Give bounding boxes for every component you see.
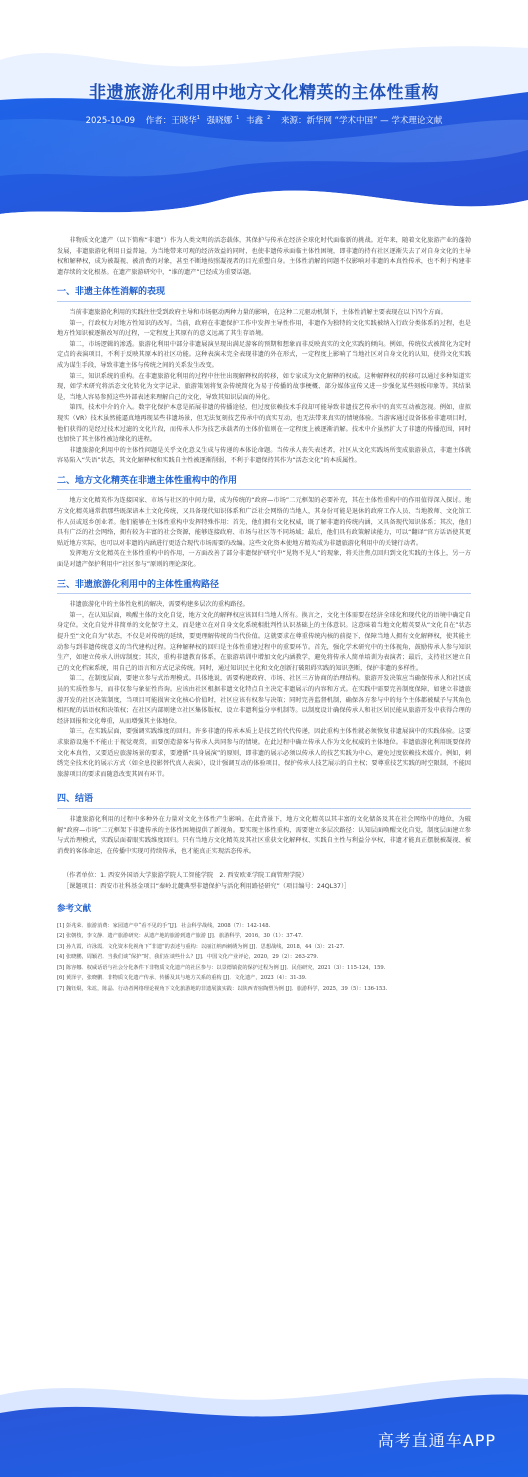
section-heading-3: 三、非遗旅游化利用中的主体性重构路径 (57, 580, 471, 595)
paragraph: 第一，在认知层面，唤醒主体的文化自觉，地方文化的解释权应该回归当地人所有。换言之，文化主体需要在经济全球化和现代化的语境中确定自身定位。文化自觉并非简单的文化保守主义，而是建立在对自身文化系统相批判性认识基础上的主体意识。这意味着当地文化精英要从“文化自在”状态提升至“文化自为”状态，不仅是对传统的延续，要更理解传统的当代价值。这就要求在尊重传统内核的前提下，保障当地人拥有文化解释权，使其能主动参与到非遗传统意义的当代建构过程。这种解释权的回归是主体性重建过程中的重要环节。首先，强化学术研究中的主体视角，鼓励传承人参与知识生产，如建立传承人讲席制度；其次，重构非遗教育体系，在旅游培训中增加文化内涵教学，避免将传承人简单培训为表演者；最后，支持社区建立自己的文化档案系统，用自己的语言和方式记录传统。同时，通过知识民主化和文化创新打破阻碍实践的知识垄断，保护非遗的多样性。 (57, 611, 471, 672)
reference-item: [5] 陈容娜．权威话语与社会分化条件下非物质文化遗产的社区参与：以景德镇瓷的保护过程为例 [J]．民俗研究，2021（3）：115-124，159. (57, 964, 386, 971)
intro-paragraph: 非物质文化遗产（以下简称“非遗”）作为人类文明的活态载体，其保护与传承在经济全球化时代面临新的挑战。近年来，随着文化旅游产业的蓬勃发展，非遗旅游化利用日益普遍，为当地带来可观的经济效益的同时，也使非遗传承面临主体性困境，即非遗的持有社区逐渐失去了对自身文化的主导权和解释权，成为被凝视、被消费的对象，甚至不断地按照凝视者的目光重塑自身。主体性消解的问题不仅影响对非遗的本真性传承，也不利于构建非遗存续的文化根基。在遗产旅游研究中，“谁的遗产”已经成为重要话题。 (57, 237, 471, 276)
app-brand-watermark: 高考直通车APP (377, 1431, 496, 1450)
section-heading-4: 四、结语 (57, 794, 471, 809)
header-banner (0, 0, 528, 230)
paragraph: 第三，在实践层面，要强调实践维度的回归。许多非遗的传承本质上是技艺的代代传递，因此重构主体性就必须恢复非遗展演中的实践体验。这要求旅游设施不不能止于视觉观赏，而要创造游客与传承人共同参与的情境。在此过程中确立传承人作为文化权威的主体地位。非遗旅游化利用既要保持文化本真性，又要适应旅游场景的要求，要遵循“具身展演”的原则，即非遗的展示必须以传承人的技艺实践为中心，避免过度依赖技术媒介。例如，刺绣完全技术化的展示方式（如全息投影替代真人表演），设计强调互动的体验项目，保护传承人技艺展示的自主权；要尊重技艺实践的时空限制，不能因旅游项目的要求而随意改变其固有环节。 (57, 728, 471, 778)
article-source: 来源：新华网 “学术中国” — 学术理论文献 (280, 116, 443, 126)
article-meta (0, 114, 528, 126)
section-heading-2: 二、地方文化精英在非遗主体性重构中的作用 (57, 476, 471, 491)
reference-item: [7] 魏钰焜，朱竑，陈晶．行动者网络理论视角下文化旅游地的非遗展演实践：以陕西青宿陶塑为例 [J]．旅游科学，2025，39（5）：136-153. (57, 985, 388, 992)
author-line (146, 116, 271, 126)
article-body (57, 236, 471, 994)
paragraph: 当前非遗旅游化利用的实践往往受到政府主导和市场驱动两种力量的影响，在这种二元驱动机制下，主体性消解主要表现在以下四个方面。 (69, 308, 447, 316)
references-list (57, 921, 471, 994)
paragraph: 第一，行政权力对地方性知识的改写。当前，政府在非遗保护工作中发挥主导性作用，非遗作为独特的文化实践被纳入行政分类体系的过程，也是地方性知识被逐渐改写的过程，一定程度上其原有的意义远离了其生存语境。 (57, 319, 471, 338)
reference-item: [4] 张晓鹏，周颖君．当我们谈“保护”时，我们在谈些什么？[J]．中国文化产业评论，2020，29（2）：263-279. (57, 954, 319, 961)
reference-item: [6] 黄泽宇，张晓鹏．非物质文化遗产传承、传播及其与地方关系的重构 [J]．文化遗产，2023（4）：31-39. (57, 975, 307, 982)
paragraph: 非遗旅游化中的主体性危机的解决，需要构建多层次的重构路径。 (69, 601, 249, 609)
reference-item: [2] 张朝枝，李文静．遗产旅游研究：从遗产地的旅游到遗产旅游 [J]．旅游科学，2016，30（1）：37-47. (57, 933, 303, 940)
reference-item: [1] 彭兆荣．旅游消费：家园遗产中“看不见的手”[J]．社会科学战线，2008（7）：142-148. (57, 923, 271, 930)
paragraph: 地方文化精英作为连接国家、市场与社区的中间力量，成为传统的“政府—市场”二元框架的必要补充，其在主体性重构中的作用值得深入探讨。地方文化精英通常指那些既深谙本土文化传统，又具备现代知识体系和广泛社会网络的当地人，其身份可能是退休的政府工作人员、当地教师、文化馆工作人员或返乡创业者。他们能够在主体性重构中发挥特殊作用：首先，他们拥有文化权威，既了解非遗的传统内涵，又具备现代知识体系；其次，他们具有广泛的社会网络，拥有较为丰富的社会资源，能够连接政府、市场与社区等不同场域；最后，他们具有政策解读能力，可以“翻译”官方话语使其更贴近地方实际，也可以对非遗的内涵进行更适合现代市场需要的改编。这些文化资本使地方精英成为非遗旅游化利用中的关键行动者。 (57, 497, 471, 547)
author-name: 韦鑫 (246, 116, 264, 126)
paragraph: 非遗旅游化利用中的主体性问题是关乎文化意义生成与传递的本体论命题。当传承人丧失表述者，社区从文化实践场所变成旅游景点，非遗主体就容易陷入“失语”状态，其文化解释权和实践自主性被逐渐削弱，不利于非遗保持其作为“活态文化”的本质属性。 (57, 446, 471, 465)
author-footnote (57, 871, 471, 892)
references-heading: 参考文献 (57, 904, 92, 915)
author-affiliation-mark: 1 (236, 115, 240, 122)
project-note: ［课题项目：西安市社科基金项目“秦岭北麓典型非遗保护与活化利用路径研究”（项目编号：24QL37）］ (63, 882, 351, 890)
paragraph: 第二，市场逻辑的渗透。旅游化利用中部分非遗展演呈现出满足游客的预期和想象而非反映真实的文化实践的倾向。例如，传统仪式被简化为定时定点的表演项目，不利于反映其原本的社区功能。这种表演未完全表现非遗的外在形式，一定程度上影响了当地社区对自身文化的认知，使得文化实践成为谋生手段，导致非遗主体与传统之间的关系发生改变。 (57, 340, 471, 369)
author-units: （作者单位：1. 西安外国语大学旅游学院人工智能学院 2. 西安欧亚学院工商管理学院） (63, 872, 308, 880)
paragraph: 第四，技术中介的介入。数字化保护本意是拓展非遗的传播途径，但过度依赖技术手段却可能导致非遗技艺传承中的真实互动被忽视。例如，虚拟现实（VR）技术虽然能逼真地再现某些非遗场景，但无法复刻技艺传承中的真实互动，也无法带来真实的情境体验。当游客通过设备体验非遗项目时，他们获得的是经过技术过滤的文化片段，而传承人作为技艺承载者的主体价值则在一定程度上被逐渐消解。技术中介虽然扩大了非遗的传播范围，同时也加快了其主体性被边缘化的进程。 (57, 404, 471, 444)
paragraph: 第二，在制度层面，要建立参与式治理模式。具体地说，需要构建政府、市场、社区三方协商的治理结构。旅游开发决策应当确保传承人和社区成员的实质性参与，而非仅参与象征性咨询。应该由社区根据非遗文化特点自主决定非遗展示的内容和方式。在实践中需要完善制度保障，如建立非遗旅游开发的社区决策制度，当项目可能损害文化核心价值时，社区应该有权参与决策；同时完善监督机制，确保各方参与中的每个主体都被赋予与其角色相匹配的话语权和决策权；在社区内部则建立社区集体版权、设立非遗利益分享机制等。以制度设计确保传承人和社区居民能从旅游开发中获得合理的经济回报和文化尊重，从而增强其主体地位。 (57, 675, 471, 725)
paragraph: 非遗旅游化利用的过程中多种外在力量对文化主体性产生影响。在此背景下，地方文化精英以其丰富的文化储备及其在社会网络中的地位，为破解“政府—市场”二元框架下非遗传承的主体性困境提供了新视角。要实现主体性重构，需要建立多层次路径：认知层面唤醒文化自觉，制度层面建立参与式治理模式，实践层面着眼实践维度回归。只有当地方文化精英及其社区重获文化解释权、实践自主性与利益分享权，非遗才能真正摆脱被凝视、被消费的客体命运，在传播中实现可持续传承，也才能真正实现活态传承。 (57, 815, 471, 855)
author-affiliation-mark: 2 (267, 115, 271, 122)
author-name: 王晓华 (171, 116, 197, 126)
section-heading-1: 一、非遗主体性消解的表现 (57, 287, 471, 302)
article-title: 非遗旅游化利用中地方文化精英的主体性重构 (89, 83, 439, 103)
footer-wave-graphic (0, 1365, 528, 1477)
footer-banner (0, 1365, 528, 1477)
author-label: 作者： (145, 116, 172, 126)
paragraph: 发挥地方文化精英在主体性重构中的作用，一方面改善了部分非遗保护研究中“见物不见人”的现象，将关注焦点回归到文化实践的主体上，另一方面是对遗产保护利用中“社区参与”原则的理论深化。 (57, 550, 471, 569)
paragraph: 第三，知识系统的重构。在非遗旅游化利用的过程中往往出现解释权的转移，如专家成为文化解释的权威。这种解释权的转移可以通过多种渠道实现，如学术研究将活态文化转化为文字记录、旅游策划将复杂传统简化为易于传播的故事梗概、部分媒体宣传又进一步强化某些刻板印象等。其结果是，当地人容易参照这些外部表述来理解自己的文化，导致其知识层面的异化。 (57, 372, 471, 401)
author-affiliation-mark: 1 (196, 115, 200, 122)
article-date: 2025-10-09 (85, 116, 136, 126)
reference-item: [3] 孙九霞，许泳霞．文化资本化视角下“非遗”的表述与重构：以丽江纳西刺绣为例 [J]．思想战线，2018，44（3）：21-27. (57, 943, 345, 950)
author-name: 强晓娜 (206, 116, 233, 126)
